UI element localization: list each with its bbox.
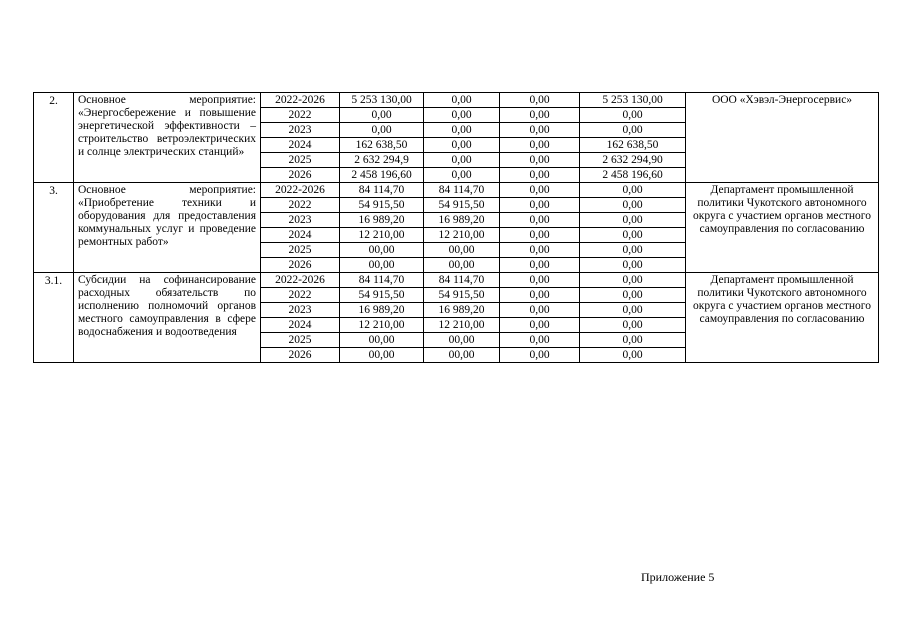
period-cell: 2023 <box>261 213 340 228</box>
budget-3-cell: 0,00 <box>580 288 686 303</box>
activity-description: Основное мероприятие: «Энергосбережение и повышение энергетической эффективности – строительство ветроэлектрических и солнце электрических станций» <box>74 93 261 183</box>
appendix-label: Приложение 5 <box>641 570 715 584</box>
budget-1-cell: 0,00 <box>424 123 500 138</box>
budget-2-cell: 0,00 <box>500 273 580 288</box>
budget-2-cell: 0,00 <box>500 333 580 348</box>
budget-3-cell: 0,00 <box>580 108 686 123</box>
period-cell: 2024 <box>261 138 340 153</box>
table-row <box>34 183 879 198</box>
budget-3-cell: 2 632 294,90 <box>580 153 686 168</box>
row-number: 3.1. <box>34 273 74 363</box>
budget-2-cell: 0,00 <box>500 303 580 318</box>
budget-2-cell: 0,00 <box>500 198 580 213</box>
total-amount-cell: 00,00 <box>340 258 424 273</box>
table-row <box>34 273 879 288</box>
budget-1-cell: 12 210,00 <box>424 228 500 243</box>
budget-1-cell: 54 915,50 <box>424 198 500 213</box>
total-amount-cell: 84 114,70 <box>340 183 424 198</box>
budget-1-cell: 54 915,50 <box>424 288 500 303</box>
total-amount-cell: 54 915,50 <box>340 288 424 303</box>
period-cell: 2026 <box>261 258 340 273</box>
period-cell: 2022-2026 <box>261 273 340 288</box>
program-table <box>33 92 879 363</box>
budget-1-cell: 16 989,20 <box>424 303 500 318</box>
total-amount-cell: 84 114,70 <box>340 273 424 288</box>
row-number: 2. <box>34 93 74 183</box>
budget-2-cell: 0,00 <box>500 123 580 138</box>
budget-2-cell: 0,00 <box>500 168 580 183</box>
budget-1-cell: 84 114,70 <box>424 273 500 288</box>
budget-1-cell: 16 989,20 <box>424 213 500 228</box>
budget-2-cell: 0,00 <box>500 348 580 363</box>
budget-3-cell: 5 253 130,00 <box>580 93 686 108</box>
budget-1-cell: 00,00 <box>424 333 500 348</box>
period-cell: 2026 <box>261 168 340 183</box>
executor-cell: Департамент промышленной политики Чукотского автономного округа с участием органов местного самоуправления по согласованию <box>686 183 879 273</box>
budget-1-cell: 00,00 <box>424 243 500 258</box>
activity-description: Субсидии на софинансирование расходных обязательств по исполнению полномочий органов местного самоуправления в сфере водоснабжения и водоотведения <box>74 273 261 363</box>
period-cell: 2022 <box>261 198 340 213</box>
total-amount-cell: 12 210,00 <box>340 318 424 333</box>
budget-1-cell: 00,00 <box>424 348 500 363</box>
budget-2-cell: 0,00 <box>500 108 580 123</box>
budget-3-cell: 0,00 <box>580 318 686 333</box>
total-amount-cell: 5 253 130,00 <box>340 93 424 108</box>
budget-1-cell: 0,00 <box>424 138 500 153</box>
budget-3-cell: 0,00 <box>580 123 686 138</box>
total-amount-cell: 00,00 <box>340 348 424 363</box>
budget-1-cell: 00,00 <box>424 258 500 273</box>
total-amount-cell: 2 632 294,9 <box>340 153 424 168</box>
budget-3-cell: 0,00 <box>580 273 686 288</box>
budget-3-cell: 0,00 <box>580 228 686 243</box>
period-cell: 2022-2026 <box>261 183 340 198</box>
period-cell: 2023 <box>261 303 340 318</box>
period-cell: 2025 <box>261 243 340 258</box>
total-amount-cell: 0,00 <box>340 108 424 123</box>
period-cell: 2025 <box>261 153 340 168</box>
total-amount-cell: 16 989,20 <box>340 213 424 228</box>
budget-1-cell: 0,00 <box>424 108 500 123</box>
budget-3-cell: 0,00 <box>580 198 686 213</box>
total-amount-cell: 2 458 196,60 <box>340 168 424 183</box>
total-amount-cell: 16 989,20 <box>340 303 424 318</box>
total-amount-cell: 0,00 <box>340 123 424 138</box>
budget-1-cell: 0,00 <box>424 93 500 108</box>
budget-2-cell: 0,00 <box>500 153 580 168</box>
period-cell: 2024 <box>261 228 340 243</box>
total-amount-cell: 12 210,00 <box>340 228 424 243</box>
period-cell: 2022 <box>261 288 340 303</box>
budget-2-cell: 0,00 <box>500 288 580 303</box>
total-amount-cell: 00,00 <box>340 333 424 348</box>
budget-3-cell: 2 458 196,60 <box>580 168 686 183</box>
budget-1-cell: 0,00 <box>424 153 500 168</box>
budget-1-cell: 12 210,00 <box>424 318 500 333</box>
period-cell: 2023 <box>261 123 340 138</box>
budget-2-cell: 0,00 <box>500 138 580 153</box>
row-number: 3. <box>34 183 74 273</box>
period-cell: 2026 <box>261 348 340 363</box>
budget-2-cell: 0,00 <box>500 93 580 108</box>
period-cell: 2025 <box>261 333 340 348</box>
period-cell: 2022-2026 <box>261 93 340 108</box>
total-amount-cell: 162 638,50 <box>340 138 424 153</box>
budget-3-cell: 0,00 <box>580 303 686 318</box>
budget-3-cell: 0,00 <box>580 333 686 348</box>
budget-3-cell: 0,00 <box>580 243 686 258</box>
budget-2-cell: 0,00 <box>500 243 580 258</box>
budget-2-cell: 0,00 <box>500 183 580 198</box>
budget-2-cell: 0,00 <box>500 258 580 273</box>
total-amount-cell: 00,00 <box>340 243 424 258</box>
budget-1-cell: 84 114,70 <box>424 183 500 198</box>
budget-1-cell: 0,00 <box>424 168 500 183</box>
budget-2-cell: 0,00 <box>500 213 580 228</box>
period-cell: 2022 <box>261 108 340 123</box>
budget-2-cell: 0,00 <box>500 318 580 333</box>
budget-3-cell: 0,00 <box>580 258 686 273</box>
total-amount-cell: 54 915,50 <box>340 198 424 213</box>
budget-3-cell: 162 638,50 <box>580 138 686 153</box>
activity-description: Основное мероприятие: «Приобретение техники и оборудования для предоставления коммунальных услуг и проведение ремонтных работ» <box>74 183 261 273</box>
period-cell: 2024 <box>261 318 340 333</box>
executor-cell: Департамент промышленной политики Чукотского автономного округа с участием органов местного самоуправления по согласованию <box>686 273 879 363</box>
budget-3-cell: 0,00 <box>580 213 686 228</box>
budget-2-cell: 0,00 <box>500 228 580 243</box>
budget-3-cell: 0,00 <box>580 183 686 198</box>
table-row <box>34 93 879 108</box>
executor-cell: ООО «Хэвэл-Энергосервис» <box>686 93 879 183</box>
budget-3-cell: 0,00 <box>580 348 686 363</box>
